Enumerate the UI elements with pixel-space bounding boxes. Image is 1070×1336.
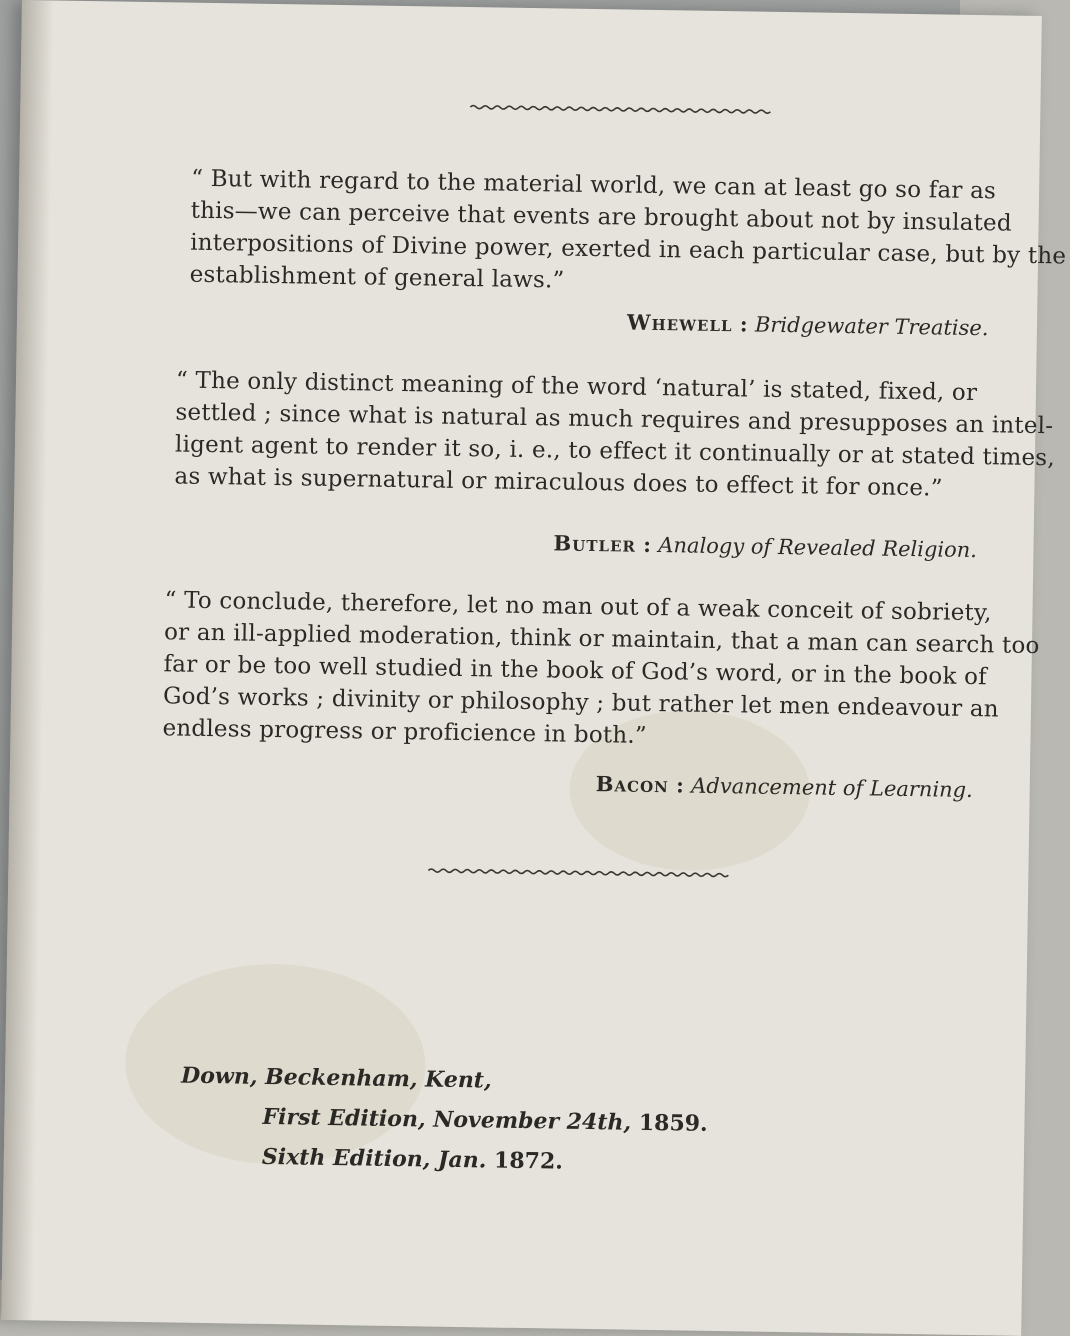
quote-line: settled ; since what is natural as much requires and presupposes an intel-: [175, 399, 1054, 440]
quote-line: as what is supernatural or miraculous does to effect it for once.”: [174, 463, 943, 502]
attribution-butler: [553, 530, 977, 562]
attribution-work: Bridgewater Treatise.: [754, 312, 989, 341]
attribution-colon: :: [668, 772, 692, 798]
quote-line: “ The only distinct meaning of the word ‘natural’ is stated, fixed, or: [175, 367, 978, 407]
top-ornamental-rule: [470, 103, 770, 116]
book-page: [1, 0, 1067, 1336]
spine-shadow: [1, 0, 54, 1320]
quote-bacon: [162, 584, 1040, 756]
quote-line: interpositions of Divine power, exerted in each particular case, but by the: [190, 229, 1067, 270]
imprint-first-edition-label: First Edition, November 24th,: [262, 1103, 632, 1136]
quote-line: or an ill-applied moderation, think or maintain, that a man can search too: [163, 619, 1040, 660]
imprint-sixth-edition-label: Sixth Edition, Jan.: [261, 1143, 487, 1174]
quote-whewell: [189, 163, 1067, 303]
quote-line: “ But with regard to the material world, we can at least go so far as: [191, 165, 997, 205]
imprint-sixth-edition: [262, 1144, 563, 1175]
quote-line: ligent agent to render it so, i. e., to effect it continually or at stated times,: [174, 431, 1056, 472]
attribution-work: Advancement of Learning.: [691, 773, 973, 803]
imprint-sixth-edition-year: 1872.: [493, 1147, 564, 1175]
attribution-whewell: [627, 310, 989, 341]
quote-line: endless progress or proficience in both.”: [162, 715, 648, 749]
quote-line: this—we can perceive that events are brought about not by insulated: [190, 197, 1012, 237]
quote-line: establishment of general laws.”: [189, 261, 565, 294]
imprint-first-edition-year: 1859.: [638, 1109, 708, 1137]
quote-line: God’s works ; divinity or philosophy ; but rather let men endeavour an: [162, 683, 999, 723]
attribution-author: Bacon: [595, 771, 670, 798]
quote-line: “ To conclude, therefore, let no man out of a weak conceit of sobriety,: [164, 587, 992, 627]
imprint-place: Down, Beckenham, Kent,: [180, 1062, 492, 1094]
attribution-author: Butler: [553, 530, 637, 557]
attribution-work: Analogy of Revealed Religion.: [658, 533, 978, 563]
attribution-colon: :: [732, 311, 756, 337]
quote-line: far or be too well studied in the book of God’s word, or in the book of: [163, 651, 988, 691]
attribution-colon: :: [635, 531, 659, 558]
attribution-author: Whewell: [626, 309, 733, 337]
quote-butler: [174, 364, 1056, 504]
